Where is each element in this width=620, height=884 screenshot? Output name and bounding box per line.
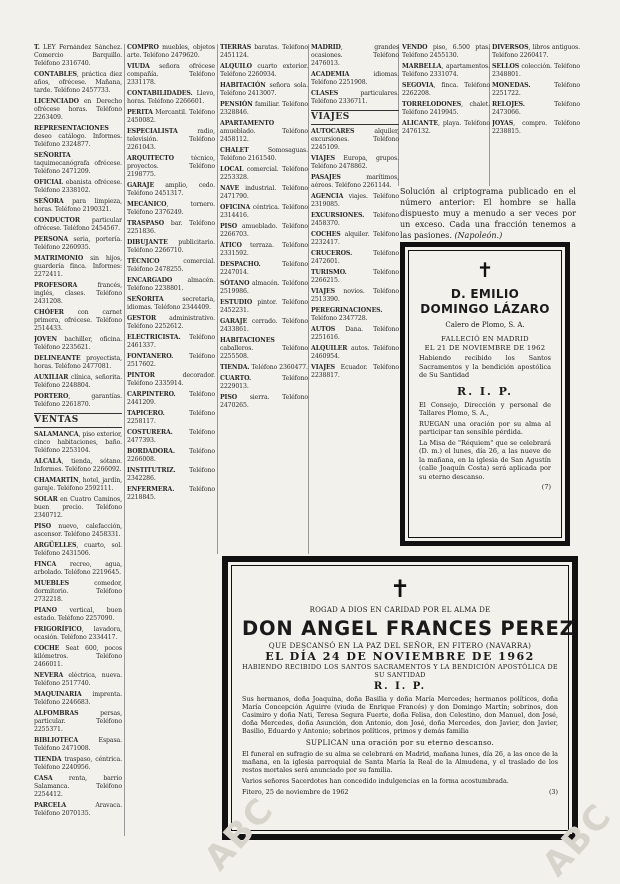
classified-ad: MARBELLA, apartamentos. Teléfono 2331074. [402, 63, 490, 78]
cross-icon: ✝ [389, 575, 411, 603]
classified-ad: HABITACIONES caballeros. Teléfono 2255508. [220, 337, 308, 360]
ad-list [402, 44, 490, 136]
classified-ad: VIUDA señora ofrécese compañía. Teléfono 2331178. [127, 63, 215, 86]
classified-ad: ENCARGADO almacén. Teléfono 2238801. [127, 277, 215, 292]
ad-list [34, 431, 122, 818]
classified-column-3 [220, 44, 308, 554]
classified-ad: VIAJES novios. Teléfono 2513390. [311, 288, 399, 303]
sacraments-line: HABIENDO RECIBIDO LOS SANTOS SACRAMENTOS Y LA BENDICIÓN APOSTÓLICA DE SU SANTIDAD [242, 663, 558, 679]
classified-column-5 [402, 44, 490, 186]
ad-list [220, 44, 308, 410]
place-date: Fitero, 25 de noviembre de 1962 [242, 788, 349, 796]
thanks-text: Varios señores Sacerdotes han concedido indulgencias en la forma acostumbrada. [242, 777, 509, 785]
council-text: El Consejo, Dirección y personal de Tallares Plomo, S. A., [419, 400, 551, 417]
classified-ad: MECÁNICO, tornero. Teléfono 2376249. [127, 201, 215, 216]
section-heading-ventas: VENTAS [34, 413, 122, 428]
classified-ad: REPRESENTACIONES deseo catálogo. Informes. Teléfono 2324877. [34, 125, 122, 148]
death-date: EL 21 DE NOVIEMBRE DE 1962 [424, 343, 546, 352]
classified-ad: FINCA recreo, agua, arbolado. Teléfono 2219645. [34, 561, 122, 576]
classified-ad: TORRELODONES, chalet. Teléfono 2419945. [402, 101, 490, 116]
classified-ad: ENFERMERA. Teléfono 2218845. [127, 486, 215, 501]
classified-ad: EXCURSIONES. Teléfono 2458370. [311, 212, 399, 227]
classified-ad: PISO sierra. Teléfono 2470265. [220, 394, 308, 409]
request-text: RUEGAN una oración por su alma al participar tan sensible pérdida. [419, 419, 551, 436]
classified-ad: VIAJES Ecuador. Teléfono 2238817. [311, 364, 399, 379]
classified-ad: PENSIÓN familiar. Teléfono 2328846. [220, 101, 308, 116]
classified-ad: ALQUILO cuarto exterior. Teléfono 2260934. [220, 63, 308, 78]
pray-line: ROGAD A DIOS EN CARIDAD POR EL ALMA DE [309, 606, 491, 614]
classified-ad: RELOJES. Teléfono 2473066. [492, 101, 580, 116]
classified-ad: COCHES alquiler. Teléfono 2232417. [311, 231, 399, 246]
classified-ad: TIENDA. Teléfono 2360477. [220, 364, 308, 371]
classified-ad: ACADEMIA idiomas. Teléfono 2251908. [311, 71, 399, 86]
sacraments-text: Habiendo recibido los Santos Sacramentos y la bendición apostólica de Su Santidad [419, 354, 551, 379]
classified-ad: MONEDAS. Teléfono 2251722. [492, 82, 580, 97]
column-rule [124, 44, 125, 836]
classified-ad: AGENCIA viajes. Teléfono 2319085. [311, 193, 399, 208]
classified-ad: MAQUINARIA imprenta. Teléfono 2246683. [34, 691, 122, 706]
classified-ad: DELINEANTE proyectista, horas. Teléfono 2477081. [34, 355, 122, 370]
classified-ad: PARCELA Aravaca. Teléfono 2070135. [34, 802, 122, 817]
classified-ad: AUTOCARES alquiler, excursiones. Teléfono 2245109. [311, 128, 399, 151]
classified-ad: CUARTO. Teléfono 2229013. [220, 375, 308, 390]
classified-ad: CHAMARTÍN, hotel, jardín, garaje. Teléfono 2592111. [34, 477, 122, 492]
classified-ad: COCHE Seat 600, pocos kilómetros. Teléfono 2466011. [34, 645, 122, 668]
section-heading-viajes: VIAJES [311, 110, 399, 125]
classified-ad: ELECTRICISTA. Teléfono 2461337. [127, 334, 215, 349]
cryptogram-solution [400, 186, 576, 241]
classified-ad: ESTUDIO pintor. Teléfono 2452231. [220, 299, 308, 314]
classified-ad: ESPECIALISTA radio, televisión. Teléfono 2261043. [127, 128, 215, 151]
classified-ad: AUTOS Dana. Teléfono 2251616. [311, 326, 399, 341]
classified-ad: NEVERA eléctrica, nueva. Teléfono 2517740. [34, 672, 122, 687]
classified-ad: PERSONA seria, portería. Teléfono 2260935. [34, 236, 122, 251]
classified-ad: SEGOVIA, finca. Teléfono 2262208. [402, 82, 490, 97]
classified-column-2 [127, 44, 215, 569]
deceased-name: DON ANGEL FRANCES PEREZ [242, 617, 575, 640]
quote-intro: Solución al criptograma publicado en el número anterior: [400, 187, 576, 207]
ad-list [311, 44, 399, 106]
obituary-frame [231, 565, 575, 831]
family-list: Sus hermanos, doña Joaquina, doña Basilia y doña María Mercedes; hermanos políticos, doña María Concepción Aguirre (viuda de Enrique Francés) y don Domingo Martín; sobrinos, don Casimiro y doña Nati, Teresa Segura Fuerte, doña Felisa, don Celestino, don Manuel, don José, doña Mercedes, doña Asunción, don Antonio, don José, doña Mercedes, don Javier, don Javier, Basilio, Eduardo y Antonio; sobrinos políticos, primos y demás familia [242, 695, 558, 735]
column-rule [217, 44, 218, 554]
classified-ad: DIBUJANTE publicitario. Teléfono 2266710. [127, 239, 215, 254]
mass-text: La Misa de "Réquiem" que se celebrará (D. m.) el lunes, día 26, a las nueve de la mañana, en la iglesia de San Agustín (calle Joaquín Costa) será aplicada por su eterno descanso. [419, 438, 551, 481]
rip: R. I. P. [373, 681, 427, 692]
classified-ad: PISO amueblado. Teléfono 2266703. [220, 223, 308, 238]
funeral-text: El funeral en sufragio de su alma se celebrará en Madrid, mañana lunes, día 26, a las once de la mañana, en la iglesia parroquial de Santa María la Real de la Almudena, y el traslado de los restos mortales será anunciado por su familia. [242, 750, 558, 774]
classified-ad: CONTABLES, práctica diez años, ofrécese. Mañana, tarde. Teléfono 2457733. [34, 71, 122, 94]
classified-ad: PROFESORA francés, inglés, clases. Teléfono 2431208. [34, 282, 122, 305]
classified-ad: VIAJES Europa, grupos. Teléfono 2478862. [311, 155, 399, 170]
watermark-logo: ABC [196, 789, 283, 879]
classified-ad: MADRID, grandes ocasiones. Teléfono 2476013. [311, 44, 399, 67]
classified-ad: TAPICERO. Teléfono 2258117. [127, 410, 215, 425]
cross-icon: ✝ [476, 258, 494, 282]
death-date: EL DÍA 24 DE NOVIEMBRE DE 1962 [265, 650, 535, 663]
classified-ad: SEÑORITA taquimecanógrafa ofrécese. Teléfono 2471209. [34, 152, 122, 175]
classified-ad: COSTURERA. Teléfono 2477393. [127, 429, 215, 444]
classified-ad: ARGÜELLES, cuarto, sol. Teléfono 2431506. [34, 542, 122, 557]
died-in: FALLECIÓ EN MADRID [441, 335, 529, 343]
classified-ad: PEREGRINACIONES. Teléfono 2347728. [311, 307, 383, 322]
classified-ad: CHÓFER con carnet primera, ofrécese. Teléfono 2514433. [34, 309, 122, 332]
classified-ad: INSTITUTRIZ. Teléfono 2342286. [127, 467, 215, 482]
classified-ad: PASAJES marítimos, aéreos. Teléfono 2261144. [311, 174, 399, 189]
classified-ad: OFICINA céntrica. Teléfono 2314416. [220, 204, 308, 219]
classified-ad: ALFOMBRAS persas, particular. Teléfono 2255371. [34, 710, 122, 733]
obituary-frame [408, 250, 562, 538]
classified-ad: BIBLIOTECA Espasa. Teléfono 2471008. [34, 737, 122, 752]
classified-ad: GESTOR administrativo. Teléfono 2252612. [127, 315, 215, 330]
classified-ad: DIVERSOS, libros antiguos. Teléfono 2260417. [492, 44, 580, 59]
classified-ad: ALICANTE, playa. Teléfono 2476132. [402, 120, 490, 135]
watermark-logo: ABC [534, 795, 620, 884]
classified-ad: ARQUITECTO técnico, proyectos. Teléfono 2198775. [127, 155, 215, 178]
obituary-emilio-domingo [400, 242, 570, 546]
ad-list [127, 44, 215, 502]
classified-ad: TIENDA traspaso, céntrica. Teléfono 2240956. [34, 756, 122, 771]
quote-body: El hombre se halla dispuesto muy a menudo a ser veces por un exceso. Cada una fracción tenemos a las pasiones. [400, 198, 576, 240]
classified-ad: T. LEY Fernández Sánchez. Comercio Barquillo. Teléfono 2316740. [34, 44, 122, 67]
classified-ad: MUEBLES comedor, dormitorio. Teléfono 2732218. [34, 580, 122, 603]
classified-ad: PINTOR decorador. Teléfono 2335914. [127, 372, 215, 387]
classified-column-1 [34, 44, 122, 836]
classified-column-4 [311, 44, 399, 554]
quote-author: (Napoleón.) [454, 231, 503, 240]
ad-code: (7) [541, 483, 551, 491]
classified-ad: TRASPASO bar. Teléfono 2251836. [127, 220, 215, 235]
classified-ad: COMPRO muebles, objetos arte. Teléfono 2479620. [127, 44, 215, 59]
classified-ad: ALCALÁ, tienda, sótano. Informes. Teléfono 2266092. [34, 458, 122, 473]
classified-ad: CARPINTERO. Teléfono 2441209. [127, 391, 215, 406]
classified-ad: TÉCNICO comercial. Teléfono 2478255. [127, 258, 215, 273]
classified-ad: CLASES particulares. Teléfono 2336711. [311, 90, 399, 105]
classified-ad: LICENCIADO en Derecho ofrécese horas. Teléfono 2263409. [34, 98, 122, 121]
classified-ad: NAVE industrial. Teléfono 2471790. [220, 185, 308, 200]
classified-ad: FRIGORÍFICO, lavadora, ocasión. Teléfono 2334417. [34, 626, 122, 641]
classified-ad: SÓTANO almacén. Teléfono 2519986. [220, 280, 308, 295]
classified-ad: CASA renta, barrio Salamanca. Teléfono 2254412. [34, 775, 122, 798]
classified-ad: PIANO vertical, buen estado. Teléfono 2257090. [34, 607, 122, 622]
classified-ad: ÁTICO terraza. Teléfono 2331592. [220, 242, 308, 257]
classified-ad: PISO nuevo, calefacción, ascensor. Teléfono 2458331. [34, 523, 122, 538]
classified-ad: LOCAL comercial. Teléfono 2253328. [220, 166, 308, 181]
classified-ad: PERITA Mercantil. Teléfono 2450082. [127, 109, 215, 124]
obituary-angel-frances [222, 556, 578, 840]
classified-ad: CONTABILIDADES. Llevo, horas. Teléfono 2266601. [127, 90, 215, 105]
classified-ad: TIERRAS baratas. Teléfono 2451124. [220, 44, 308, 59]
classified-ad: CONDUCTOR particular ofrécese. Teléfono 2454567. [34, 217, 122, 232]
classified-ad: GARAJE cerrado. Teléfono 2433861. [220, 318, 308, 333]
classified-ad: OFICIAL ebanista ofrécese. Teléfono 2338102. [34, 179, 122, 194]
classified-ad: AUXILIAR clínica, señorita. Teléfono 2248804. [34, 374, 122, 389]
classified-ad: SOLAR en Cuatro Caminos, buen precio. Teléfono 2340712. [34, 496, 122, 519]
classified-column-6 [492, 44, 580, 186]
classified-ad: APARTAMENTO amueblado. Teléfono 2458112. [220, 120, 308, 143]
ad-list [311, 128, 399, 380]
classified-ad: GARAJE amplio, cedo. Teléfono 2451317. [127, 182, 215, 197]
classified-ad: TURISMO. Teléfono 2266215. [311, 269, 399, 284]
classified-ad: DESPACHO. Teléfono 2247014. [220, 261, 308, 276]
rip: R. I. P. [457, 384, 513, 398]
deceased-name: D. EMILIO DOMINGO LÁZARO [420, 287, 550, 316]
classified-ad: SELLOS colección. Teléfono 2348801. [492, 63, 580, 78]
classified-ad: HABITACIÓN señora sola. Teléfono 2413007. [220, 82, 308, 97]
classified-ad: JOVEN bachiller, oficina. Teléfono 2235621. [34, 336, 122, 351]
classified-ad: MATRIMONIO sin hijos, guardería finca. Informes: 2272411. [34, 255, 122, 278]
classified-ad: BORDADORA. Teléfono 2266008. [127, 448, 215, 463]
classified-ad: ALQUILER autos. Teléfono 2460954. [311, 345, 399, 360]
column-rule [308, 44, 309, 554]
rest-line: QUE DESCANSÓ EN LA PAZ DEL SEÑOR, EN FITERO (NAVARRA) [268, 641, 532, 650]
classified-ad: CRUCEROS. Teléfono 2472601. [311, 250, 399, 265]
request-line: SUPLICAN una oración por su eterno descanso. [305, 738, 495, 747]
classified-ad: FONTANERO. Teléfono 2517602. [127, 353, 215, 368]
ad-list [34, 44, 122, 409]
classified-ad: SEÑORA para limpieza, horas. Teléfono 2190321. [34, 198, 122, 213]
classified-ad: JOYAS, compro. Teléfono 2238815. [492, 120, 580, 135]
classified-ad: CHALET Somosaguas. Teléfono 2161540. [220, 147, 308, 162]
ad-code: (3) [548, 788, 558, 796]
ad-list [492, 44, 580, 136]
classified-ad: VENDO piso, 6.500 ptas. Teléfono 2455130. [402, 44, 490, 59]
classified-ad: SALAMANCA, piso exterior, cinco habitaciones, baño. Teléfono 2253104. [34, 431, 122, 454]
classified-ad: PORTERO, garantías. Teléfono 2261870. [34, 393, 122, 408]
classified-ad: SEÑORITA secretaria, idiomas. Teléfono 2344409. [127, 296, 215, 311]
company-name: Calero de Plomo, S. A. [445, 321, 525, 329]
